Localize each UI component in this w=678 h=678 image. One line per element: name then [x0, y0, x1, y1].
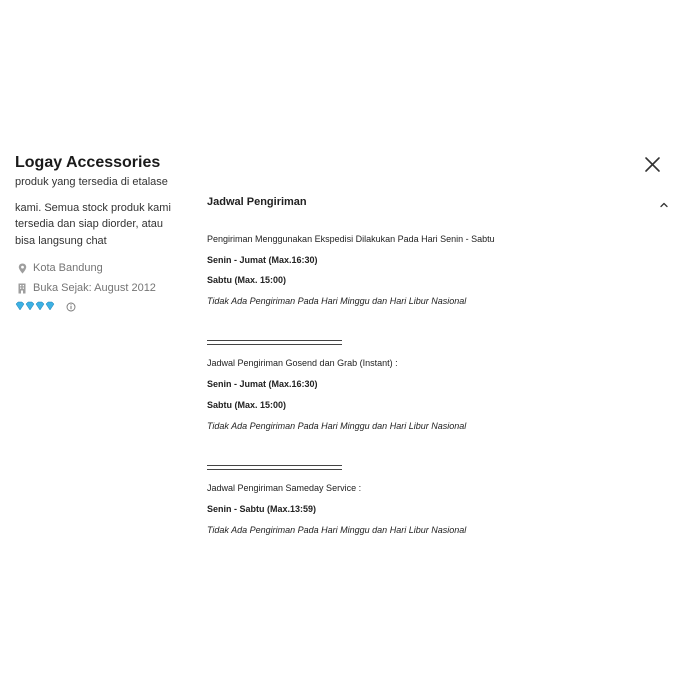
shop-info-panel [15, 176, 180, 326]
modal-title: Logay Accessories [15, 154, 161, 171]
separator [207, 465, 342, 470]
shop-description-line: tersedia dan siap diorder, atau [15, 218, 163, 230]
shipping-line: Pengiriman Menggunakan Ekspedisi Dilakukan Pada Hari Senin - Sabtu [207, 234, 495, 244]
separator [207, 340, 342, 345]
shop-description-partial-line [15, 176, 180, 192]
shop-location-text: Kota Bandung [33, 262, 103, 274]
shipping-schedule-header[interactable] [207, 193, 669, 213]
shop-description-line: bisa langsung chat [15, 235, 107, 247]
shop-description-partial: produk yang tersedia di etalase [15, 176, 168, 188]
shop-description-line: kami. Semua stock produk kami [15, 202, 171, 214]
shipping-line: Senin - Sabtu (Max.13:59) [207, 504, 317, 514]
location-pin-icon [15, 263, 29, 274]
shipping-line: Jadwal Pengiriman Sameday Service : [207, 483, 362, 493]
shipping-line: Jadwal Pengiriman Gosend dan Grab (Instant) : [207, 358, 398, 368]
shipping-line: Sabtu (Max. 15:00) [207, 275, 287, 285]
shop-description [15, 200, 180, 249]
shipping-line: Senin - Jumat (Max.16:30) [207, 255, 318, 265]
shop-location [15, 260, 180, 276]
close-button[interactable] [640, 152, 666, 178]
shipping-line: Tidak Ada Pengiriman Pada Hari Minggu dan Hari Libur Nasional [207, 525, 467, 535]
diamond-icon [15, 301, 77, 313]
shipping-schedule-title: Jadwal Pengiriman [207, 196, 307, 208]
shipping-line: Tidak Ada Pengiriman Pada Hari Minggu dan Hari Libur Nasional [207, 421, 467, 431]
shipping-line: Senin - Jumat (Max.16:30) [207, 379, 318, 389]
shop-open-since [15, 280, 180, 296]
chevron-up-icon[interactable] [659, 197, 669, 215]
shop-open-since-text: Buka Sejak: August 2012 [33, 282, 156, 294]
shop-reputation-badges [15, 300, 180, 314]
shop-building-icon [15, 283, 29, 294]
close-icon[interactable] [640, 152, 666, 178]
shipping-line: Tidak Ada Pengiriman Pada Hari Minggu dan Hari Libur Nasional [207, 296, 467, 306]
shipping-line: Sabtu (Max. 15:00) [207, 400, 287, 410]
